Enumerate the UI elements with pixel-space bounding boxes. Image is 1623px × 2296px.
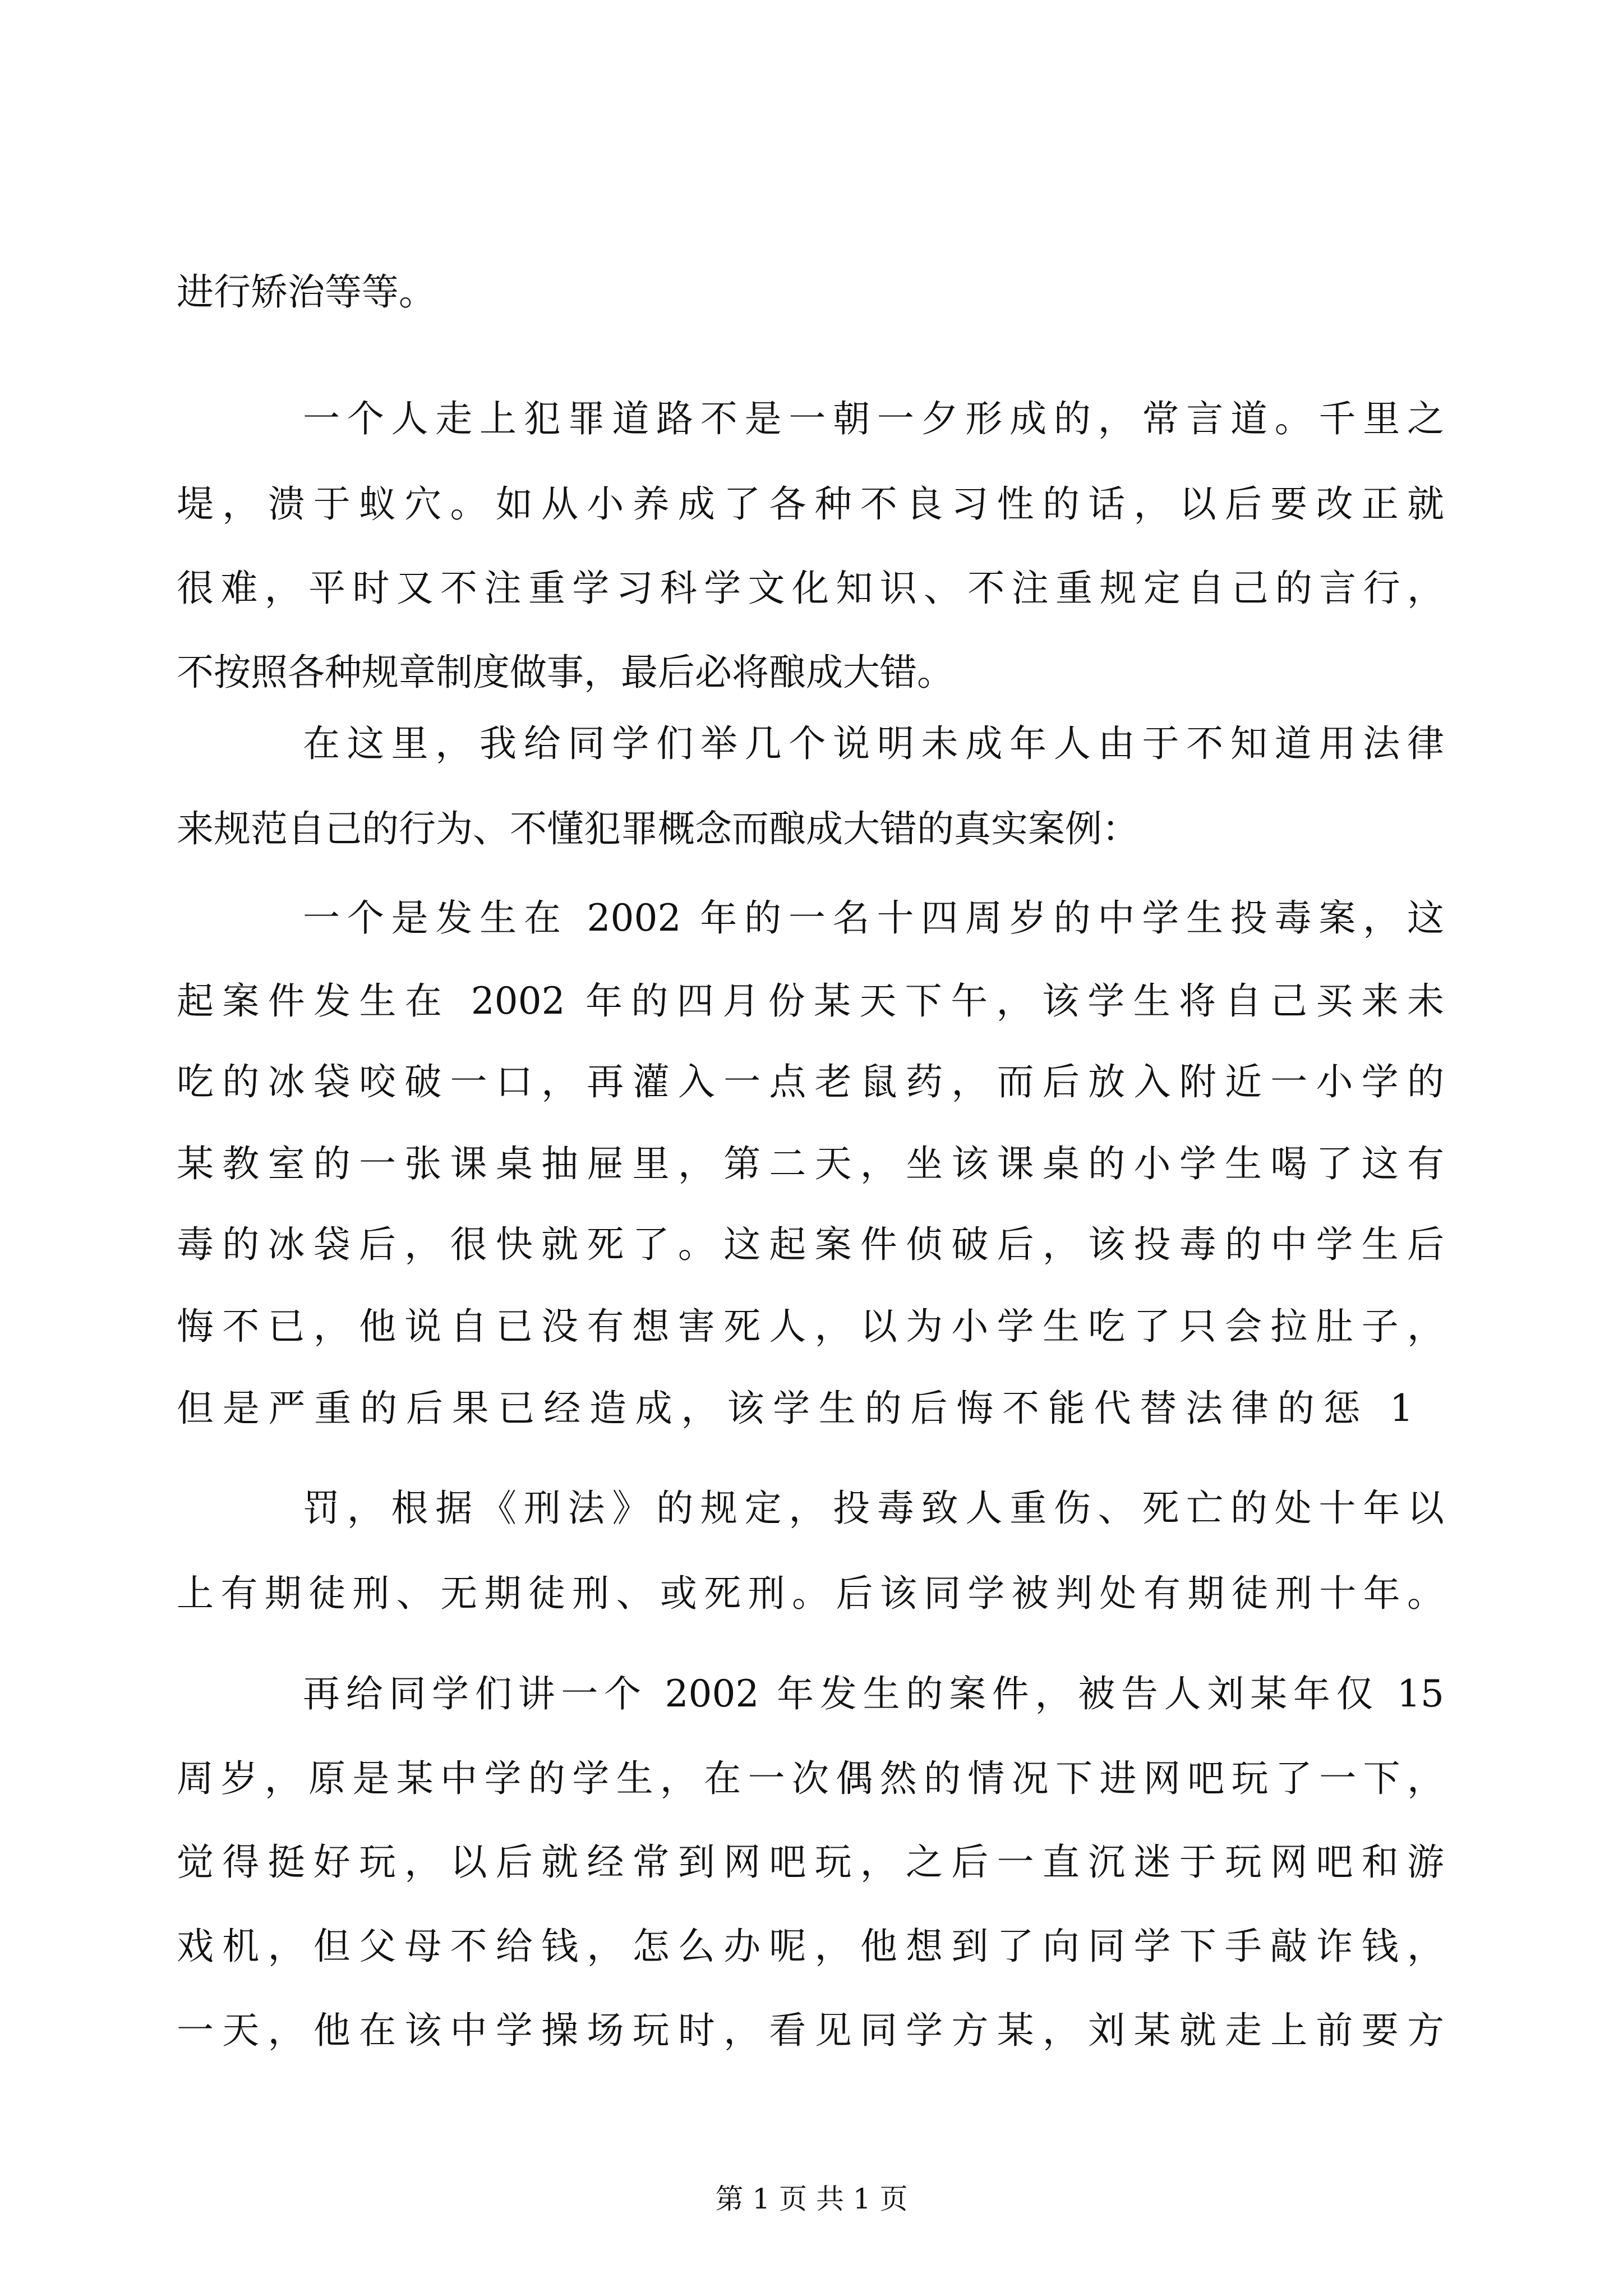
page-footer: 第 1 页 共 1 页 <box>715 2183 908 2215</box>
text-line-21: 一天，他在该中学操场玩时，看见同学方某，刘某就走上前要方 <box>177 2009 1444 2052</box>
text-line-7: 来规范自己的行为、不懂犯罪概念而酿成大错的真实案例： <box>177 807 1139 850</box>
text-line-17: 再给同学们讲一个 2002 年发生的案件，被告人刘某年仅 15 <box>303 1672 1444 1715</box>
text-line-15: 罚，根据《刑法》的规定，投毒致人重伤、死亡的处十年以 <box>303 1487 1444 1530</box>
text-line-9: 起案件发生在 2002 年的四月份某天下午，该学生将自己买来未 <box>177 979 1444 1023</box>
text-line-2: 一个人走上犯罪道路不是一朝一夕形成的，常言道。千里之 <box>303 397 1444 440</box>
text-line-6: 在这里，我给同学们举几个说明未成年人由于不知道用法律 <box>303 722 1444 765</box>
text-line-20: 戏机，但父母不给钱，怎么办呢，他想到了向同学下手敲诈钱， <box>177 1925 1444 1968</box>
text-line-13: 悔不已，他说自已没有想害死人，以为小学生吃了只会拉肚子， <box>177 1305 1444 1348</box>
text-line-5: 不按照各种规章制度做事，最后必将酿成大错。 <box>177 651 954 694</box>
text-line-18: 周岁，原是某中学的学生，在一次偶然的情况下进网吧玩了一下， <box>177 1757 1444 1800</box>
text-line-3: 堤，溃于蚁穴。如从小养成了各种不良习性的话，以后要改正就 <box>177 482 1444 526</box>
text-line-16: 上有期徒刑、无期徒刑、或死刑。后该同学被判处有期徒刑十年。 <box>177 1572 1444 1615</box>
text-line-1: 进行矫治等等。 <box>177 270 436 314</box>
text-line-12: 毒的冰袋后，很快就死了。这起案件侦破后，该投毒的中学生后 <box>177 1223 1444 1266</box>
text-line-10: 吃的冰袋咬破一口，再灌入一点老鼠药，而后放入附近一小学的 <box>177 1060 1444 1103</box>
text-line-19: 觉得挺好玩，以后就经常到网吧玩，之后一直沉迷于玩网吧和游 <box>177 1841 1444 1884</box>
text-line-8: 一个是发生在 2002 年的一名十四周岁的中学生投毒案，这 <box>303 896 1444 940</box>
text-line-11: 某教室的一张课桌抽屉里，第二天，坐该课桌的小学生喝了这有 <box>177 1142 1444 1185</box>
text-line-14: 但是严重的后果已经造成，该学生的后悔不能代替法律的惩 1 <box>177 1387 1413 1430</box>
text-line-4: 很难，平时又不注重学习科学文化知识、不注重规定自己的言行， <box>177 567 1444 610</box>
